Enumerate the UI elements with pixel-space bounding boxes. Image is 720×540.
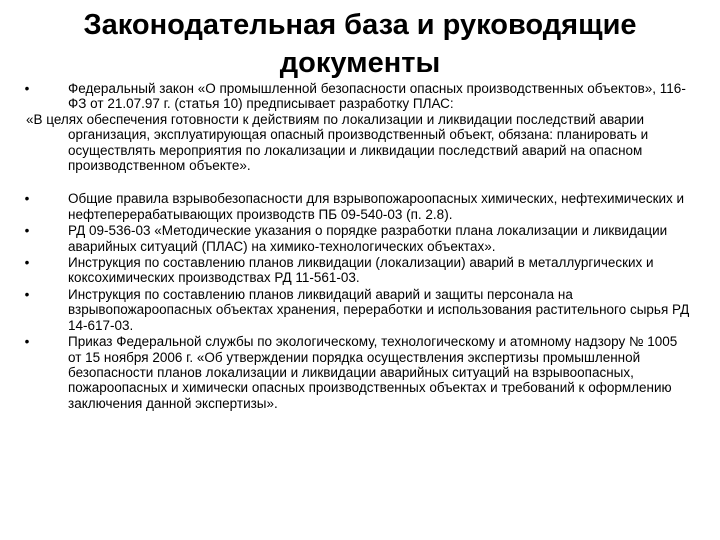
document-list-item [20,287,692,333]
document-text: Приказ Федеральной службы по экологическому, технологическому и атомному надзору № 1005 от 15 ноября 2006 г. «Об утверждении порядка осуществления экспертизы промышленной безопасности планов локализации и ликвидации аварийных ситуаций на взрывоопасных, пожароопасных и химически опасных производственных объектах и требований к оформлению заключения данной экспертизы». [68,334,678,411]
slide-body [20,81,692,412]
document-text: РД 09-536-03 «Методические указания о порядке разработки плана локализации и ликвидации аварийных ситуаций (ПЛАС) на химико-технологических объектах». [68,223,668,254]
document-list-item [20,191,692,222]
section-gap [20,173,692,191]
document-text: Инструкция по составлению планов ликвидации (локализации) аварий в металлургических и коксохимических производствах РД 11-561-03. [68,255,654,286]
bullet-icon: • [24,334,30,350]
bullet-icon: • [24,223,30,239]
document-list-item [20,334,692,411]
slide-title: Законодательная база и руководящие документы [83,9,637,79]
bullet-icon: • [24,81,30,96]
documents-list [20,191,692,411]
intro-quote-text: «В целях обеспечения готовности к действиям по локализации и ликвидации последствий аварии организация, эксплуатирующая опасный производственный объект, обязана: планировать и осуществлять мероприятия по локализации и ликвидации последствий аварий на опасном производственном объекте». [26,111,649,174]
bullet-icon: • [24,255,30,271]
intro-law-text: Федеральный закон «О промышленной безопасности опасных производственных объектов», 116-ФЗ от 21.07.97 г. (статья 10) предписывает разработку ПЛАС: [68,81,686,112]
intro-law-paragraph [20,81,692,112]
document-list-item [20,223,692,254]
bullet-icon: • [24,286,30,302]
bullet-icon: • [24,191,30,207]
document-text: Общие правила взрывобезопасности для взрывопожароопасных химических, нефтехимических и нефтеперерабатывающих производств ПБ 09-540-03 (п. 2.8). [68,191,685,222]
intro-quote-paragraph [20,112,692,174]
document-text: Инструкция по составлению планов ликвидаций аварий и защиты персонала на взрывопожароопасных объектах хранения, переработки и использования растительного сырья РД 14-617-03. [68,286,690,333]
document-list-item [20,255,692,286]
